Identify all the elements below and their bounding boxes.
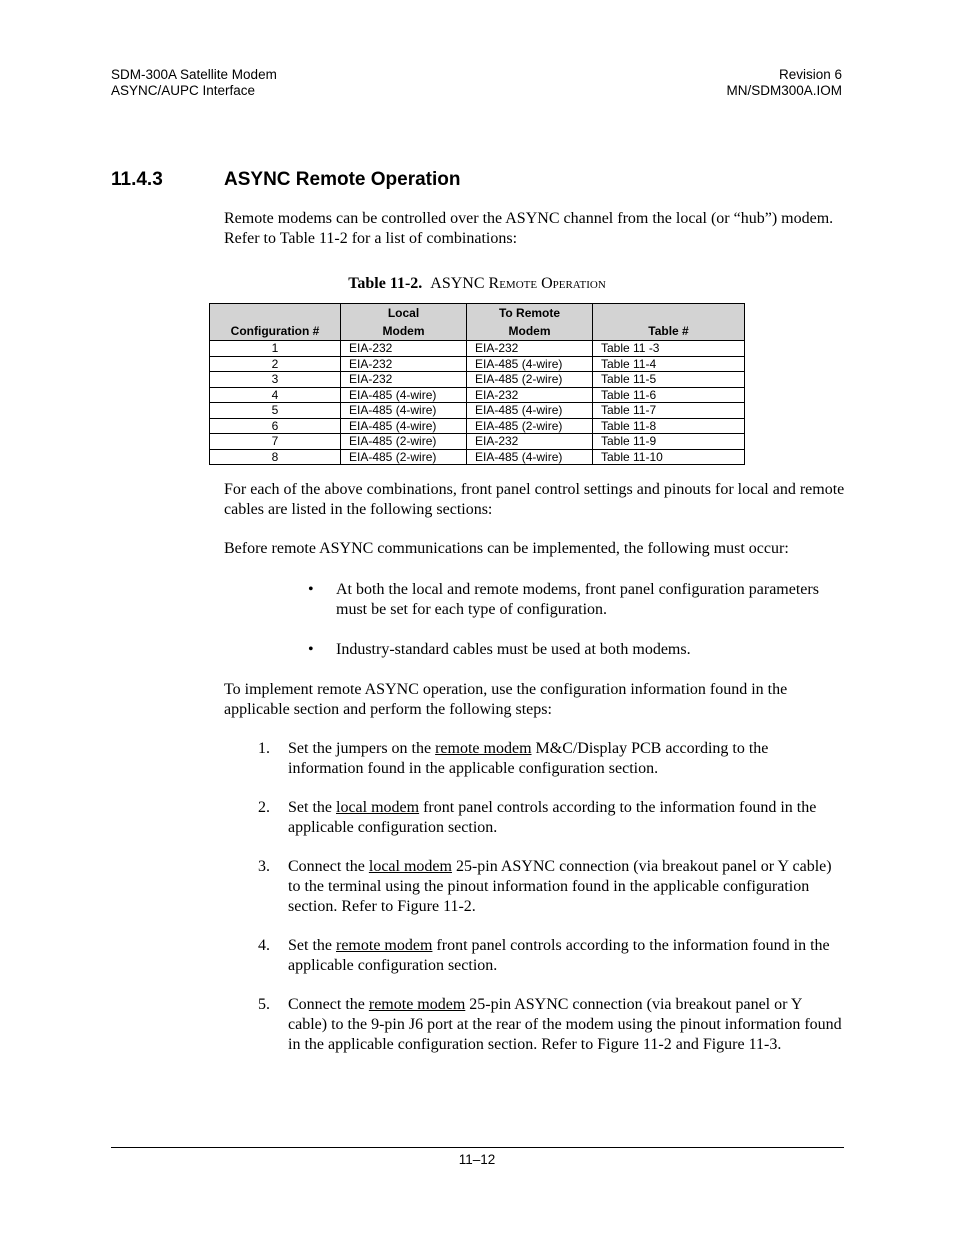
cell-configuration: 8 — [210, 449, 341, 465]
prerequisite-item: • Industry-standard cables must be used at both modems. — [308, 641, 691, 658]
cell-local-modem: EIA-485 (4-wire) — [341, 418, 467, 434]
cell-remote-modem: EIA-485 (4-wire) — [467, 356, 593, 372]
page-number: 11–12 — [458, 1152, 496, 1167]
cell-table-number: Table 11-9 — [593, 434, 745, 450]
cell-table-number: Table 11-7 — [593, 403, 745, 419]
step-number: 4. — [258, 937, 270, 954]
header-doc-id: MN/SDM300A.IOM — [726, 83, 842, 98]
procedure-step: 2. Set the local modem front panel controls according to the information found in the applicable configuration section. — [258, 799, 817, 836]
cell-configuration: 5 — [210, 403, 341, 419]
section-title: ASYNC Remote Operation — [224, 169, 461, 190]
cell-configuration: 3 — [210, 372, 341, 388]
cell-remote-modem: EIA-485 (2-wire) — [467, 372, 593, 388]
running-header-right — [726, 67, 842, 99]
underlined-term: local modem — [336, 799, 420, 816]
procedure-step: 4. Set the remote modem front panel controls according to the information found in the applicable configuration section. — [258, 937, 830, 974]
procedure-step: 5. Connect the remote modem 25-pin ASYNC connection (via breakout panel or Y cable) to the 9-pin J6 port at the rear of the modem using the pinout information found in the applicable configuration section. Refer to Figure 11-2 and Figure 11-3. — [258, 996, 842, 1053]
table-row — [210, 434, 745, 450]
table-row — [210, 387, 745, 403]
column-header-local-modem: Local Modem — [341, 304, 467, 341]
prerequisite-item: • At both the local and remote modems, front panel configuration parameters must be set for each type of configuration. — [308, 581, 819, 618]
column-header-remote-modem: To Remote Modem — [467, 304, 593, 341]
cell-remote-modem: EIA-485 (4-wire) — [467, 403, 593, 419]
cell-table-number: Table 11-6 — [593, 387, 745, 403]
prerequisites-paragraph: Before remote ASYNC communications can be implemented, the following must occur: — [224, 540, 789, 557]
step-number: 3. — [258, 858, 270, 875]
procedure-step: 1. Set the jumpers on the remote modem M&C/Display PCB according to the information found in the applicable configuration section. — [258, 740, 769, 777]
step-number: 1. — [258, 740, 270, 757]
cell-remote-modem: EIA-485 (4-wire) — [467, 449, 593, 465]
intro-paragraph: Remote modems can be controlled over the ASYNC channel from the local (or “hub”) modem. Refer to Table 11-2 for a list of combinations: — [224, 210, 834, 247]
table-row — [210, 449, 745, 465]
table-row — [210, 403, 745, 419]
table-row — [210, 341, 745, 357]
cell-local-modem: EIA-232 — [341, 341, 467, 357]
cell-table-number: Table 11-10 — [593, 449, 745, 465]
cell-remote-modem: EIA-232 — [467, 387, 593, 403]
step-number: 2. — [258, 799, 270, 816]
table-row — [210, 418, 745, 434]
footer-divider — [111, 1147, 844, 1148]
header-product: SDM-300A Satellite Modem — [111, 67, 277, 82]
table-header-row — [210, 304, 745, 341]
header-chapter: ASYNC/AUPC Interface — [111, 83, 256, 98]
cell-remote-modem: EIA-485 (2-wire) — [467, 418, 593, 434]
cell-local-modem: EIA-485 (4-wire) — [341, 387, 467, 403]
header-revision: Revision 6 — [778, 67, 842, 82]
column-header-configuration: Configuration # — [210, 304, 341, 341]
running-header-left — [111, 67, 277, 99]
table-caption-title: ASYNC Remote Operation — [430, 275, 606, 292]
steps-intro-paragraph: To implement remote ASYNC operation, use the configuration information found in the applicable section and perform the following steps: — [224, 681, 788, 718]
async-remote-operation-table — [209, 303, 745, 465]
table-row — [210, 356, 745, 372]
cell-local-modem: EIA-232 — [341, 372, 467, 388]
cell-table-number: Table 11-8 — [593, 418, 745, 434]
cell-configuration: 6 — [210, 418, 341, 434]
underlined-term: local modem — [368, 858, 452, 875]
cell-remote-modem: EIA-232 — [467, 341, 593, 357]
underlined-term: remote modem — [368, 996, 466, 1013]
cell-configuration: 2 — [210, 356, 341, 372]
cell-local-modem: EIA-485 (2-wire) — [341, 449, 467, 465]
cell-local-modem: EIA-232 — [341, 356, 467, 372]
table-caption-label: Table 11-2. — [348, 275, 423, 292]
table-caption — [0, 275, 954, 293]
underlined-term: remote modem — [336, 937, 433, 954]
column-header-table-number: Table # — [593, 304, 745, 341]
table-row — [210, 372, 745, 388]
cell-remote-modem: EIA-232 — [467, 434, 593, 450]
cell-configuration: 1 — [210, 341, 341, 357]
cell-configuration: 7 — [210, 434, 341, 450]
combinations-paragraph: For each of the above combinations, front panel control settings and pinouts for local and remote cables are listed in the following sections: — [224, 481, 845, 518]
cell-table-number: Table 11-5 — [593, 372, 745, 388]
cell-table-number: Table 11-4 — [593, 356, 745, 372]
cell-configuration: 4 — [210, 387, 341, 403]
bullet-icon: • — [308, 641, 314, 658]
cell-local-modem: EIA-485 (2-wire) — [341, 434, 467, 450]
procedure-step: 3. Connect the local modem 25-pin ASYNC connection (via breakout panel or Y cable) to the terminal using the pinout information found in the applicable configuration section. Refer to Figure 11-2. — [258, 858, 832, 915]
underlined-term: remote modem — [435, 740, 532, 757]
step-number: 5. — [258, 996, 270, 1013]
cell-local-modem: EIA-485 (4-wire) — [341, 403, 467, 419]
cell-table-number: Table 11 -3 — [593, 341, 745, 357]
section-number: 11.4.3 — [111, 169, 163, 190]
bullet-icon: • — [308, 581, 314, 598]
